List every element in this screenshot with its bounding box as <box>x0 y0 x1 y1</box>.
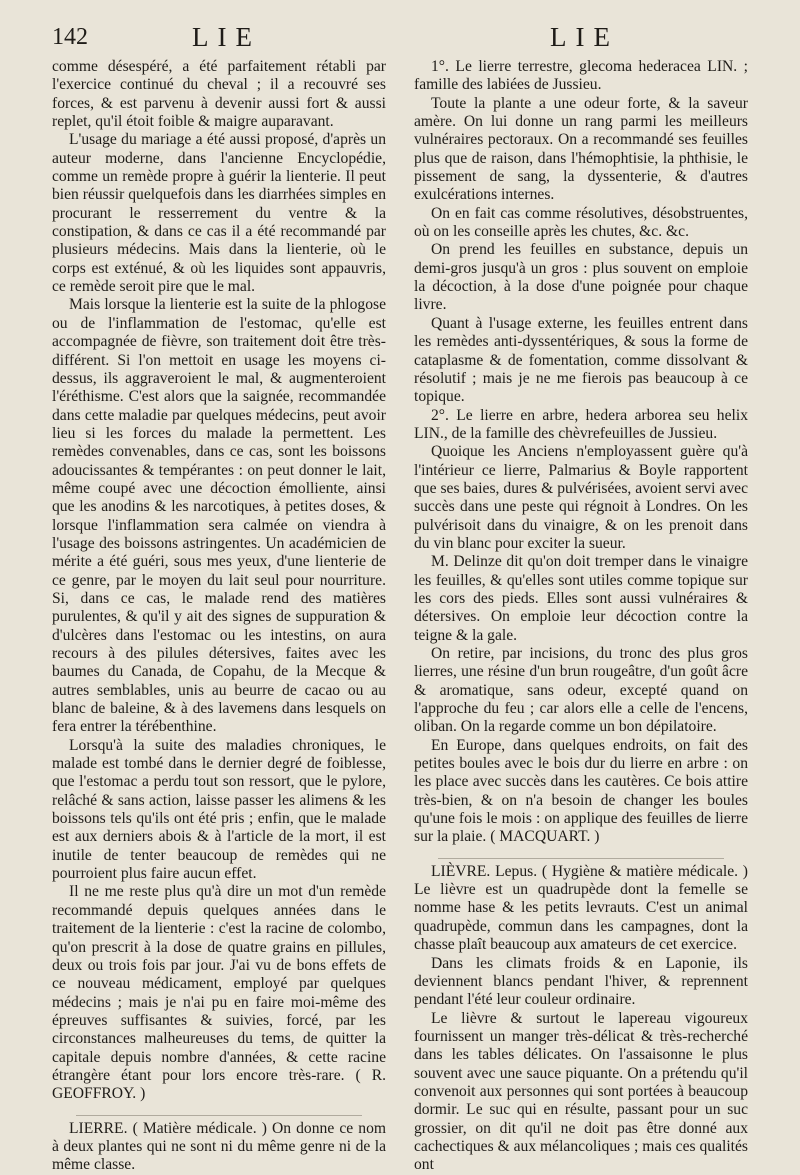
paragraph: Dans les climats froids & en Laponie, ils deviennent blancs pendant l'hiver, & reprennent pendant l'été leur couleur ordinaire. <box>414 954 748 1009</box>
entry-lievre: LIÈVRE. Lepus. ( Hygiène & matière médicale. ) Le lièvre est un quadrupède dont la femelle se nomme hase & les petits levrauts. C'est un animal quadrupède, commun dans les campagnes, dont la chasse plaît beaucoup aux amateurs de cet exercice. <box>414 862 748 954</box>
paragraph: 2°. Le lierre en arbre, hedera arborea seu helix LIN., de la famille des chèvrefeuilles de Jussieu. <box>414 406 748 442</box>
page-header <box>0 22 800 56</box>
entry-lierre: LIERRE. ( Matière médicale. ) On donne ce nom à deux plantes qui ne sont ni du même genre ni de la même classe. <box>52 1119 386 1174</box>
paragraph: L'usage du mariage a été aussi proposé, d'après un auteur moderne, dans l'ancienne Encyclopédie, comme un remède propre à guérir la lienterie. Il peut bien réussir quelquefois dans les diarrhées simples en procurant le resserrement du ventre & la constipation, & dans ce cas il a été recommandé par plusieurs médecins. Mais dans la lienterie, où le corps est exténué, & où les liquides sont appauvris, ce remède seroit pire que le mal. <box>52 131 386 296</box>
paragraph: M. Delinze dit qu'on doit tremper dans le vinaigre les feuilles, & qu'elles sont utiles comme topique sur les cors des pieds. Elles sont aussi vulnéraires & détersives. On emploie leur décoction contre la teigne & la gale. <box>414 553 748 644</box>
paragraph: Quoique les Anciens n'employassent guère qu'à l'intérieur ce lierre, Palmarius & Boyle rapportent que ses baies, dures & pulvérisées, avoient servi avec succès dans une peste qui régnoit à Londres. On les pulvérisoit dans du vinaigre, & on les prenoit dans du vin blanc pour exciter la sueur. <box>414 443 748 552</box>
paragraph: En Europe, dans quelques endroits, on fait des petites boules avec le bois dur du lierre en arbre : on les place avec succès dans les cautères. Ce bois attire très-bien, & on n'a besoin de changer les boules qu'une fois le mois : on applique des feuilles de lierre sur la plaie. ( MACQUART. ) <box>414 736 748 846</box>
paragraph: Le lièvre & surtout le lapereau vigoureux fournissent un manger très-délicat & très-recherché dans les tables délicates. On l'assaisonne le plus souvent avec une sauce piquante. On a prétendu qu'il convenoit aux personnes qui sont portées à beaucoup dormir. Le suc qui en résulte, passant pour un suc grossier, on dit qu'il ne doit pas être donné aux cachectiques & aux mélancoliques ; mais ces qualités ont <box>414 1009 748 1174</box>
paragraph: Il ne me reste plus qu'à dire un mot d'un remède recommandé depuis quelques années dans le traitement de la lienterie : c'est la racine de colombo, qu'on prescrit à la dose de quatre grains en pillules, deux ou trois fois par jour. J'ai vu de bons effets de ce nouveau médicament, employé par quelques médecins ; mais je n'ai pu en faire moi-même des épreuves suffisantes & suivies, forcé, par les circonstances malheureuses du tems, de quitter la capitale depuis nombre d'années, & cette racine étrangère étant pour lors encore très-rare. ( R. GEOFFROY. ) <box>52 883 386 1103</box>
page-number: 142 <box>52 24 88 50</box>
entry-separator <box>438 858 724 859</box>
paragraph: On retire, par incisions, du tronc des plus gros lierres, une résine d'un brun rougeâtre, d'un goût âcre & aromatique, sans odeur, excepté quand on l'approche du feu ; car alors elle a celle de l'encens, oliban. On la regarde comme un bon dépilatoire. <box>414 645 748 736</box>
paragraph: Toute la plante a une odeur forte, & la saveur amère. On lui donne un rang parmi les meilleurs vulnéraires pectoraux. On a recommandé ses feuilles plus que de raison, dans l'hémophtisie, la phthisie, le pissement de sang, la dyssenterie, & d'autres exulcérations internes. <box>414 94 748 204</box>
paragraph: Quant à l'usage externe, les feuilles entrent dans les remèdes anti-dyssentériques, & sous la forme de cataplasme & de fomentation, comme dissolvant & résolutif ; mais je ne me fierois pas beaucoup à ce topique. <box>414 314 748 406</box>
running-head-right: LIE <box>550 22 619 52</box>
entry-separator <box>76 1115 362 1116</box>
right-column <box>414 58 748 1174</box>
running-head-left: LIE <box>192 22 261 52</box>
paragraph: 1°. Le lierre terrestre, glecoma hederacea LIN. ; famille des labiées de Jussieu. <box>414 58 748 94</box>
left-column <box>52 58 386 1174</box>
paragraph: comme désespéré, a été parfaitement rétabli par l'exercice continué du cheval ; il a recouvré ses forces, & est parvenu à devenir aussi fort & aussi replet, qu'il étoit foible & maigre auparavant. <box>52 58 386 131</box>
paragraph: Lorsqu'à la suite des maladies chroniques, le malade est tombé dans le dernier degré de foiblesse, que l'estomac a perdu tout son ressort, que le pylore, relâché & sans action, laisse passer les alimens & les boissons tels qu'ils ont été pris ; enfin, que le malade est aux derniers abois & à l'article de la mort, il est inutile de tenter beaucoup de remèdes qui ne pourroient plus faire aucun effet. <box>52 736 386 883</box>
paragraph: On en fait cas comme résolutives, désobstruentes, où on les conseille après les chutes, &c. &c. <box>414 204 748 241</box>
paragraph: On prend les feuilles en substance, depuis un demi-gros jusqu'à un gros : plus souvent on emploie la décoction, à la dose d'une poignée pour chaque livre. <box>414 241 748 314</box>
paragraph: Mais lorsque la lienterie est la suite de la phlogose ou de l'inflammation de l'estomac, qu'elle est accompagnée de fièvre, son traitement doit être très-différent. Si l'on mettoit en usage les moyens ci-dessus, ils aggraveroient le mal, & augmenteroient l'éréthisme. C'est alors que la saignée, recommandée dans cette maladie par quelques médecins, peut avoir lieu si les forces du malade la permettent. Les remèdes convenables, dans ce cas, sont les boissons adoucissantes & tempérantes : on peut donner le lait, même coupé avec une décoction émolliente, ainsi que les anodins & les narcotiques, à petites doses, & lorsque l'inflammation sera calmée on viendra à l'usage des boissons astringentes. Un académicien de mérite a été guéri, sous mes yeux, d'une lienterie de ce genre, par le moyen du lait seul pour nourriture. Si, dans ce cas, le malade rend des matières purulentes, & qu'il y ait des signes de suppuration & d'ulcères dans l'estomac ou les intestins, on aura recours à des pilules détersives, faites avec les baumes du Canada, de Copahu, de la Mecque & autres semblables, unis au beurre de cacao ou au blanc de baleine, & à des lavemens dans lesquels on fera entrer la térébenthine. <box>52 296 386 736</box>
